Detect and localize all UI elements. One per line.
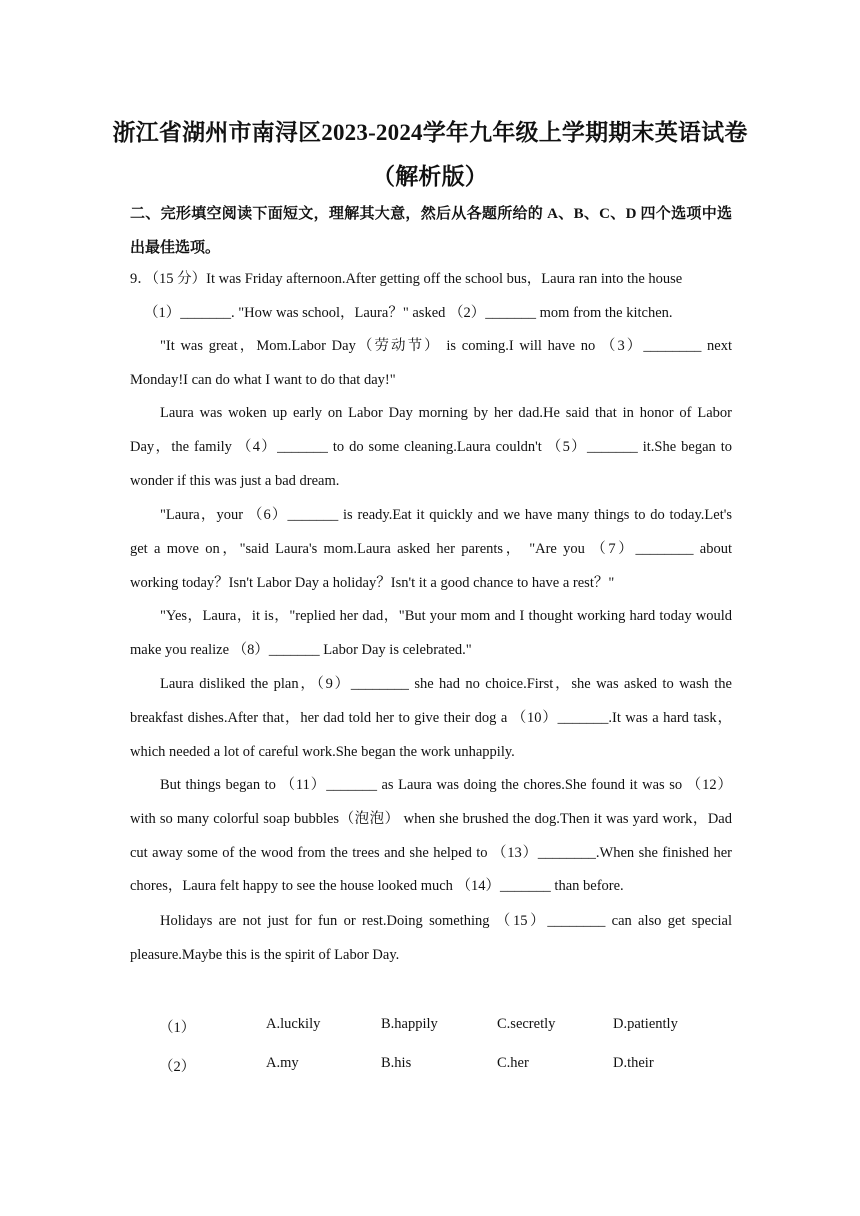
option-c: C.secretly [497,1016,556,1032]
option-a: A.my [266,1055,299,1071]
passage-paragraph: "Laura，your （6）_______ is ready.Eat it quickly and we have many things to do today.Let's get a move on，"said Laura's mom.Laura asked her parents， "Are you （7）________ about working today？Isn't Labor Day a holiday？Isn't it a good chance to have a rest？" [130,507,732,591]
option-row [159,1016,759,1040]
exam-title: 浙江省湖州市南浔区2023-2024学年九年级上学期期末英语试卷 [112,120,748,145]
passage-paragraph: Laura was woken up early on Labor Day morning by her dad.He said that in honor of Labor Day，the family （4）_______ to do some cleaning.Laura couldn't （5）_______ it.She began to wonder if this was just a bad dream. [130,405,732,489]
option-d: D.patiently [613,1016,678,1032]
passage-paragraph: Laura disliked the plan，（9）________ she had no choice.First，she was asked to wash the breakfast dishes.After that，her dad told her to give their dog a （10）_______.It was a hard task，which needed a lot of careful work.She began the work unhappily. [130,676,732,760]
passage-paragraph: But things began to （11）_______ as Laura was doing the chores.She found it was so （12）with so many colorful soap bubbles（泡泡） when she brushed the dog.Then it was yard work，Dad cut away some of the wood from the trees and she helped to （13）________.When she finished her chores，Laura felt happy to see the house looked much （14）_______ than before. [130,777,732,895]
option-b: B.his [381,1055,412,1071]
question-lead-line: 9．（15 分）It was Friday afternoon.After getting off the school bus，Laura ran into the house [130,271,683,287]
passage-paragraph: "Yes，Laura，it is，"replied her dad，"But your mom and I thought working hard today would make you realize （8）_______ Labor Day is celebrated." [130,608,732,658]
option-a: A.luckily [266,1016,321,1032]
option-c: C.her [497,1055,529,1071]
section-heading: 二、完形填空阅读下面短文，理解其大意，然后从各题所给的 A、B、C、D 四个选项中选出最佳选项。 [130,206,732,256]
option-number: （2） [159,1059,196,1075]
option-b: B.happily [381,1016,438,1032]
exam-subtitle: （解析版） [372,164,488,189]
question-lead-continuation: （1）_______. "How was school，Laura？" asked （2）_______ mom from the kitchen. [144,304,673,321]
option-number: （1） [159,1020,196,1036]
passage-paragraph: Holidays are not just for fun or rest.Doing something （15）________ can also get special pleasure.Maybe this is the spirit of Labor Day. [130,913,732,963]
question-lead [130,263,732,331]
option-row [159,1055,759,1079]
option-d: D.their [613,1055,654,1071]
passage-paragraph: "It was great，Mom.Labor Day（劳动节） is coming.I will have no （3）________ next Monday!I can do what I want to do that day!" [130,338,732,388]
